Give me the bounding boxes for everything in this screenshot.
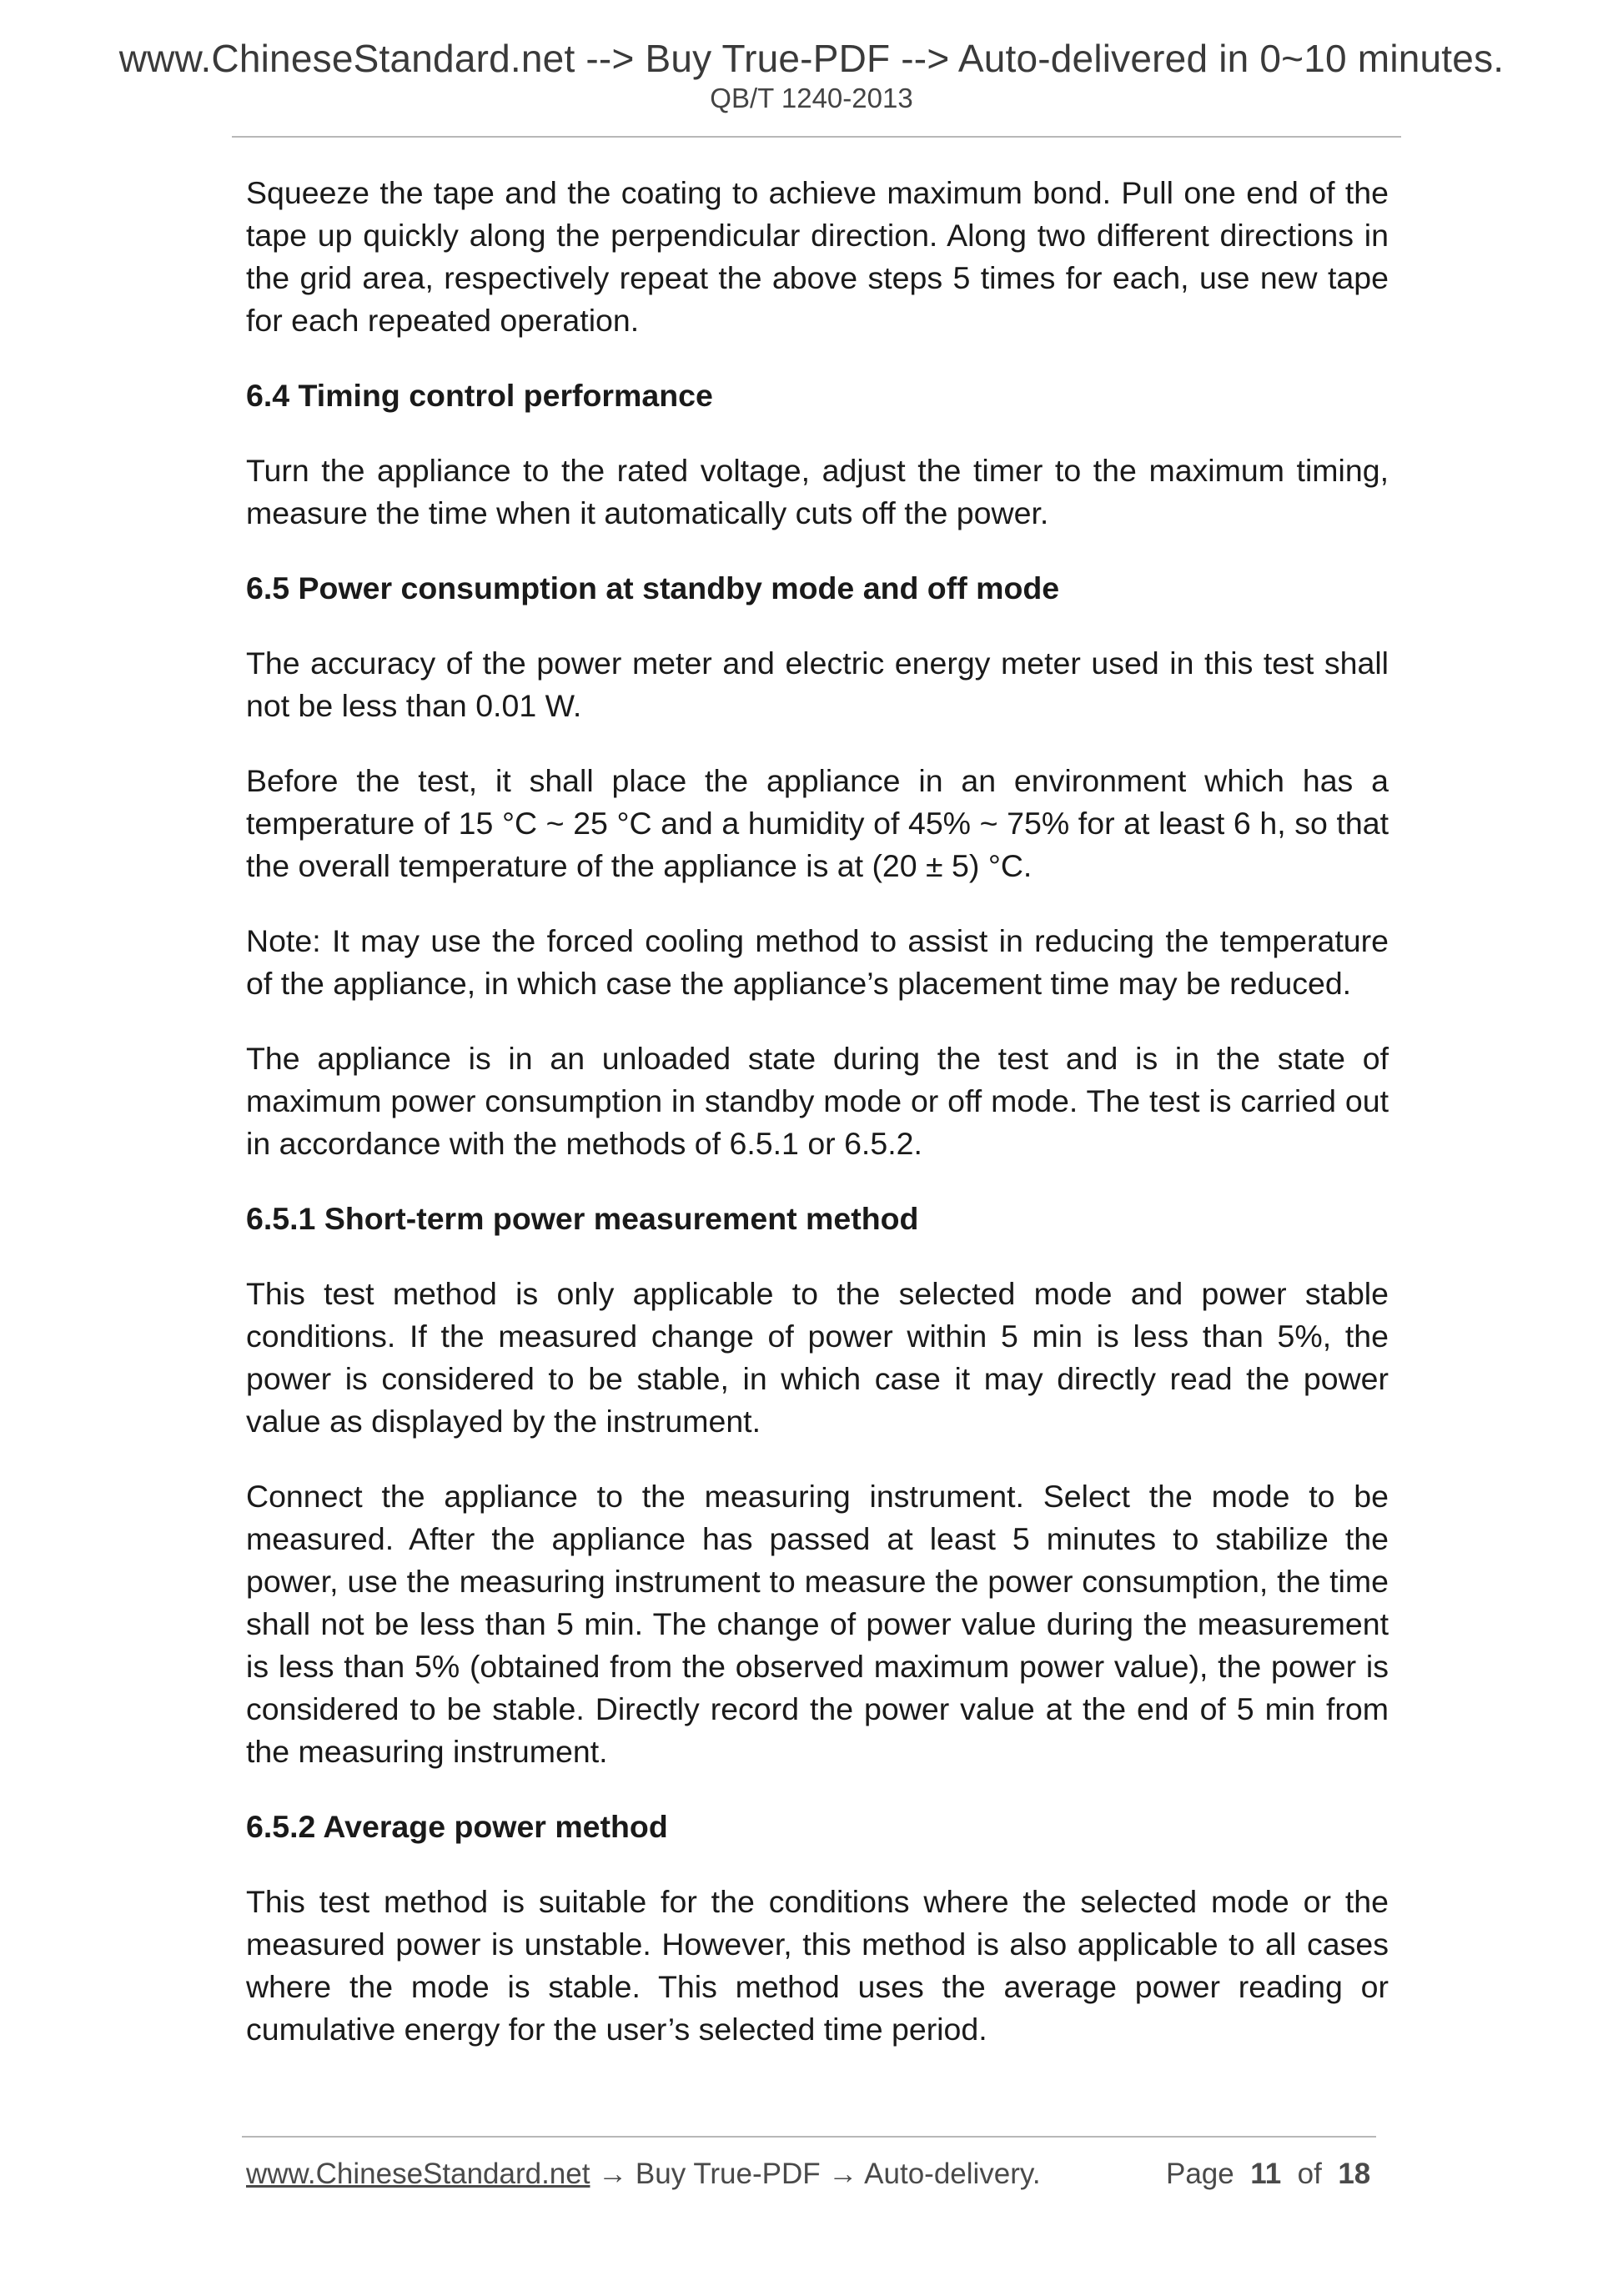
footer-text — [246, 2156, 1041, 2193]
paragraph-6-5-1-procedure: Connect the appliance to the measuring instrument. Select the mode to be measured. After the appliance has passed at least 5 minutes to stabilize the power, use the measuring instrument to measure the power consumption, the time shall not be less than 5 min. The change of power value during the measurement is less than 5% (obtained from the observed maximum power value), the power is considered to be stable. Directly record the power value at the end of 5 min from the measuring instrument. — [246, 1479, 1389, 1769]
total-page-number: 18 — [1338, 2158, 1371, 2190]
header-banner: www.ChineseStandard.net --> Buy True-PDF --> Auto-delivered in 0~10 minutes. — [118, 37, 1505, 80]
of-word: of — [1297, 2158, 1322, 2190]
heading-6-5-1: 6.5.1 Short-term power measurement method — [246, 1201, 919, 1236]
heading-6-5-2: 6.5.2 Average power method — [246, 1809, 668, 1844]
paragraph-intro: Squeeze the tape and the coating to achieve maximum bond. Pull one end of the tape up quickly along the perpendicular direction. Along two different directions in the grid area, respectively repeat the above steps 5 times for each, use new tape for each repeated operation. — [246, 175, 1389, 338]
paragraph-6-5-2: This test method is suitable for the conditions where the selected mode or the measured power is unstable. However, this method is also applicable to all cases where the mode is stable. This method uses the average power reading or cumulative energy for the user’s selected time period. — [246, 1884, 1389, 2047]
page-indicator — [1166, 2156, 1370, 2193]
paragraph-6-5-1-scope: This test method is only applicable to the selected mode and power stable conditions. If the measured change of power within 5 min is less than 5%, the power is considered to be stable, in which case it may directly read the power value as displayed by the instrument. — [246, 1276, 1389, 1439]
footer-divider — [242, 2136, 1376, 2138]
current-page-number: 11 — [1250, 2158, 1282, 2190]
heading-6-5: 6.5 Power consumption at standby mode and off mode — [246, 570, 1060, 605]
document-body — [246, 172, 1389, 2083]
header-divider — [232, 136, 1401, 138]
heading-6-4: 6.4 Timing control performance — [246, 378, 713, 413]
document-code: QB/T 1240-2013 — [710, 83, 913, 113]
footer-website-link[interactable]: www.ChineseStandard.net — [246, 2158, 590, 2190]
paragraph-6-5-state: The appliance is in an unloaded state during the test and is in the state of maximum power consumption in standby mode or off mode. The test is carried out in accordance with the methods of 6.5.1 or 6.5.2. — [246, 1041, 1389, 1161]
paragraph-6-5-accuracy: The accuracy of the power meter and electric energy meter used in this test shall not be less than 0.01 W. — [246, 646, 1389, 723]
footer-tagline: → Buy True-PDF → Auto-delivery. — [590, 2158, 1041, 2190]
paragraph-6-5-conditioning: Before the test, it shall place the appliance in an environment which has a temperature of 15 °C ~ 25 °C and a humidity of 45% ~ 75% for at least 6 h, so that the overall temperature of the appliance is at (20 ± 5) °C. — [246, 763, 1389, 883]
paragraph-6-4: Turn the appliance to the rated voltage, adjust the timer to the maximum timing, measure the time when it automatically cuts off the power. — [246, 453, 1389, 530]
page-word: Page — [1166, 2158, 1234, 2190]
paragraph-6-5-note: Note: It may use the forced cooling method to assist in reducing the temperature of the appliance, in which case the appliance’s placement time may be reduced. — [246, 923, 1389, 1001]
